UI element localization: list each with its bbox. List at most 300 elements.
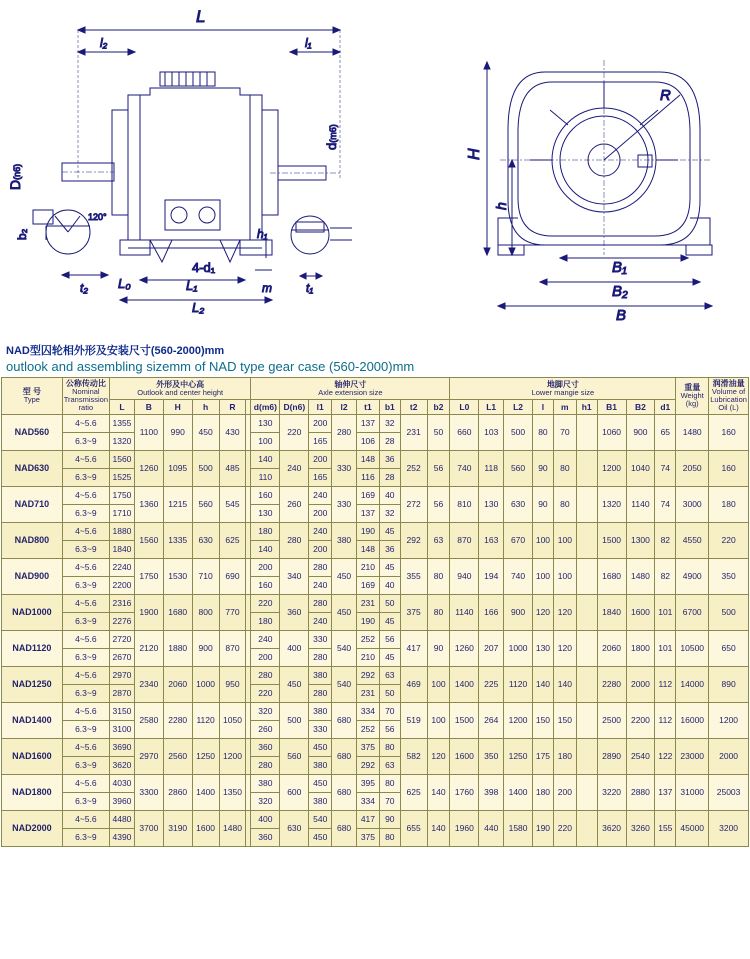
cell-h1 <box>576 811 597 847</box>
cell-L1: 166 <box>479 595 504 631</box>
cell-t1: 292 <box>356 667 379 685</box>
cell-ratio: 4~5.6 <box>62 523 109 541</box>
cell-oil: 350 <box>709 559 749 595</box>
cell-l: 80 <box>532 415 553 451</box>
cell-d: 200 <box>251 649 280 667</box>
cell-b2: 80 <box>427 559 450 595</box>
cell-b1: 56 <box>379 721 400 739</box>
cell-d1: 112 <box>655 703 676 739</box>
svg-text:d(m6): d(m6) <box>324 124 339 150</box>
cell-t1: 106 <box>356 433 379 451</box>
cell-B1: 3620 <box>597 811 626 847</box>
cell-m: 80 <box>553 487 576 523</box>
cell-l1: 450 <box>309 775 332 793</box>
cell-ratio: 6.3~9 <box>62 613 109 631</box>
cell-B2: 1300 <box>626 523 655 559</box>
cell-d: 160 <box>251 487 280 505</box>
cell-ratio: 6.3~9 <box>62 721 109 739</box>
cell-L0: 870 <box>450 523 479 559</box>
cell-b1: 32 <box>379 505 400 523</box>
cell-R: 625 <box>219 523 246 559</box>
cell-d: 260 <box>251 721 280 739</box>
cell-oil: 160 <box>709 415 749 451</box>
table-row <box>2 739 749 757</box>
cell-L: 2200 <box>110 577 135 595</box>
cell-weight: 45000 <box>676 811 709 847</box>
cell-ratio: 4~5.6 <box>62 595 109 613</box>
cell-B1: 1840 <box>597 595 626 631</box>
cell-L: 2670 <box>110 649 135 667</box>
cell-h: 800 <box>192 595 219 631</box>
subheader-L0: L0 <box>450 400 479 415</box>
cell-l1: 380 <box>309 667 332 685</box>
specifications-table <box>1 377 749 847</box>
cell-H: 2060 <box>163 667 192 703</box>
cell-type: NAD1400 <box>2 703 63 739</box>
cell-b1: 45 <box>379 559 400 577</box>
cell-m: 150 <box>553 703 576 739</box>
cell-h1 <box>576 487 597 523</box>
cell-t1: 334 <box>356 793 379 811</box>
cell-b1: 70 <box>379 793 400 811</box>
cell-ratio: 4~5.6 <box>62 415 109 433</box>
cell-b2: 90 <box>427 631 450 667</box>
svg-text:h₁: h₁ <box>257 227 268 241</box>
cell-t1: 252 <box>356 631 379 649</box>
cell-H: 1680 <box>163 595 192 631</box>
cell-b2: 80 <box>427 595 450 631</box>
cell-l1: 200 <box>309 505 332 523</box>
cell-L: 1750 <box>110 487 135 505</box>
subheader-d: d(m6) <box>251 400 280 415</box>
cell-h: 1120 <box>192 703 219 739</box>
cell-t2: 292 <box>400 523 427 559</box>
cell-m: 100 <box>553 523 576 559</box>
cell-type: NAD1120 <box>2 631 63 667</box>
cell-B2: 900 <box>626 415 655 451</box>
cell-l2: 680 <box>332 703 357 739</box>
cell-b1: 40 <box>379 577 400 595</box>
table-title-block <box>0 340 750 374</box>
table-row <box>2 523 749 541</box>
cell-ratio: 6.3~9 <box>62 433 109 451</box>
cell-t1: 231 <box>356 685 379 703</box>
cell-d: 360 <box>251 829 280 847</box>
cell-l1: 380 <box>309 793 332 811</box>
cell-l1: 280 <box>309 559 332 577</box>
svg-text:D(n6): D(n6) <box>7 163 23 190</box>
cell-m: 100 <box>553 559 576 595</box>
header-row-2 <box>2 400 749 415</box>
cell-weight: 31000 <box>676 775 709 811</box>
cell-h1 <box>576 739 597 775</box>
cell-b1: 63 <box>379 667 400 685</box>
cell-d1: 137 <box>655 775 676 811</box>
cell-L1: 118 <box>479 451 504 487</box>
cell-L: 1320 <box>110 433 135 451</box>
cell-d: 110 <box>251 469 280 487</box>
cell-l2: 540 <box>332 631 357 667</box>
cell-weight: 2050 <box>676 451 709 487</box>
cell-t1: 169 <box>356 487 379 505</box>
subheader-L1: L1 <box>479 400 504 415</box>
cell-L0: 1400 <box>450 667 479 703</box>
cell-ratio: 6.3~9 <box>62 505 109 523</box>
cell-b1: 32 <box>379 415 400 433</box>
cell-t2: 625 <box>400 775 427 811</box>
cell-B: 2970 <box>134 739 163 775</box>
cell-t1: 252 <box>356 721 379 739</box>
cell-L0: 740 <box>450 451 479 487</box>
cell-b1: 45 <box>379 613 400 631</box>
cell-ratio: 6.3~9 <box>62 829 109 847</box>
cell-h: 710 <box>192 559 219 595</box>
table-row <box>2 631 749 649</box>
cell-L2: 740 <box>504 559 533 595</box>
cell-d1: 74 <box>655 487 676 523</box>
svg-text:H: H <box>466 148 483 160</box>
cell-type: NAD2000 <box>2 811 63 847</box>
cell-d: 130 <box>251 415 280 433</box>
cell-B2: 1140 <box>626 487 655 523</box>
subheader-L: L <box>110 400 135 415</box>
cell-m: 120 <box>553 595 576 631</box>
cell-B: 1750 <box>134 559 163 595</box>
cell-t1: 137 <box>356 505 379 523</box>
cell-type: NAD800 <box>2 523 63 559</box>
cell-H: 1530 <box>163 559 192 595</box>
cell-L: 3100 <box>110 721 135 739</box>
cell-b2: 100 <box>427 703 450 739</box>
cell-l2: 380 <box>332 523 357 559</box>
cell-B1: 2280 <box>597 667 626 703</box>
cell-B1: 1500 <box>597 523 626 559</box>
cell-h: 1400 <box>192 775 219 811</box>
svg-text:t₂: t₂ <box>80 281 88 295</box>
cell-l2: 450 <box>332 595 357 631</box>
svg-text:120°: 120° <box>88 212 107 222</box>
cell-B: 1100 <box>134 415 163 451</box>
cell-d1: 82 <box>655 559 676 595</box>
cell-t1: 210 <box>356 559 379 577</box>
cell-L0: 940 <box>450 559 479 595</box>
cell-L2: 500 <box>504 415 533 451</box>
cell-t1: 334 <box>356 703 379 721</box>
cell-l2: 680 <box>332 811 357 847</box>
cell-b1: 45 <box>379 649 400 667</box>
svg-text:B₁: B₁ <box>612 259 627 276</box>
cell-L2: 1200 <box>504 703 533 739</box>
cell-B1: 2890 <box>597 739 626 775</box>
cell-B: 1900 <box>134 595 163 631</box>
cell-d1: 65 <box>655 415 676 451</box>
cell-ratio: 4~5.6 <box>62 559 109 577</box>
cell-D: 360 <box>280 595 309 631</box>
cell-l1: 165 <box>309 433 332 451</box>
drawing-svg <box>0 0 750 340</box>
svg-text:L₀: L₀ <box>118 276 131 291</box>
svg-text:4-d₁: 4-d₁ <box>192 260 216 275</box>
cell-m: 180 <box>553 739 576 775</box>
svg-text:m: m <box>262 281 272 295</box>
cell-L: 4480 <box>110 811 135 829</box>
cell-H: 2280 <box>163 703 192 739</box>
cell-type: NAD710 <box>2 487 63 523</box>
cell-b1: 40 <box>379 487 400 505</box>
cell-b1: 28 <box>379 433 400 451</box>
cell-L0: 1960 <box>450 811 479 847</box>
cell-l2: 680 <box>332 775 357 811</box>
cell-d: 160 <box>251 577 280 595</box>
subheader-l1: l1 <box>309 400 332 415</box>
subheader-h: h <box>192 400 219 415</box>
cell-d: 320 <box>251 703 280 721</box>
cell-l1: 240 <box>309 523 332 541</box>
cell-l2: 330 <box>332 487 357 523</box>
cell-t1: 116 <box>356 469 379 487</box>
cell-D: 240 <box>280 451 309 487</box>
cell-B2: 1800 <box>626 631 655 667</box>
subheader-m: m <box>553 400 576 415</box>
cell-l: 190 <box>532 811 553 847</box>
cell-l1: 450 <box>309 829 332 847</box>
cell-L: 2276 <box>110 613 135 631</box>
cell-l1: 200 <box>309 541 332 559</box>
cell-H: 2560 <box>163 739 192 775</box>
cell-l1: 165 <box>309 469 332 487</box>
cell-B: 2580 <box>134 703 163 739</box>
cell-L1: 103 <box>479 415 504 451</box>
cell-L0: 1500 <box>450 703 479 739</box>
cell-L: 2240 <box>110 559 135 577</box>
header-oil: 润滑油量 Volume of Lubrication Oil (L) <box>709 378 749 415</box>
cell-m: 140 <box>553 667 576 703</box>
cell-d: 180 <box>251 613 280 631</box>
cell-L2: 630 <box>504 487 533 523</box>
cell-L1: 225 <box>479 667 504 703</box>
cell-h: 1000 <box>192 667 219 703</box>
cell-h1 <box>576 775 597 811</box>
svg-text:L: L <box>196 7 206 26</box>
cell-type: NAD1600 <box>2 739 63 775</box>
cell-B2: 1040 <box>626 451 655 487</box>
cell-b1: 36 <box>379 451 400 469</box>
header-outlook: 外形及中心高 Outlook and center height <box>110 378 251 400</box>
cell-ratio: 4~5.6 <box>62 487 109 505</box>
cell-B2: 2200 <box>626 703 655 739</box>
cell-ratio: 6.3~9 <box>62 469 109 487</box>
cell-R: 690 <box>219 559 246 595</box>
cell-L: 1880 <box>110 523 135 541</box>
cell-h: 630 <box>192 523 219 559</box>
cell-ratio: 4~5.6 <box>62 739 109 757</box>
cell-L: 2970 <box>110 667 135 685</box>
cell-h1 <box>576 667 597 703</box>
table-row <box>2 451 749 469</box>
subheader-B: B <box>134 400 163 415</box>
cell-L: 3690 <box>110 739 135 757</box>
cell-B2: 1600 <box>626 595 655 631</box>
cell-R: 770 <box>219 595 246 631</box>
subheader-h1: h1 <box>576 400 597 415</box>
subheader-H: H <box>163 400 192 415</box>
cell-L: 1355 <box>110 415 135 433</box>
cell-l: 90 <box>532 487 553 523</box>
header-weight: 重量 Weight (kg) <box>676 378 709 415</box>
cell-d: 380 <box>251 775 280 793</box>
cell-b2: 56 <box>427 487 450 523</box>
cell-L0: 810 <box>450 487 479 523</box>
cell-weight: 4900 <box>676 559 709 595</box>
cell-m: 220 <box>553 811 576 847</box>
cell-d: 220 <box>251 685 280 703</box>
cell-R: 1050 <box>219 703 246 739</box>
cell-H: 990 <box>163 415 192 451</box>
table-row <box>2 667 749 685</box>
cell-D: 630 <box>280 811 309 847</box>
cell-oil: 160 <box>709 451 749 487</box>
cell-L1: 350 <box>479 739 504 775</box>
cell-t1: 375 <box>356 829 379 847</box>
cell-d: 240 <box>251 631 280 649</box>
cell-R: 545 <box>219 487 246 523</box>
cell-ratio: 6.3~9 <box>62 757 109 775</box>
cell-ratio: 4~5.6 <box>62 703 109 721</box>
cell-H: 1335 <box>163 523 192 559</box>
cell-L2: 1250 <box>504 739 533 775</box>
svg-text:t₁: t₁ <box>306 281 314 295</box>
svg-text:b₂: b₂ <box>15 228 29 240</box>
cell-L1: 163 <box>479 523 504 559</box>
cell-B1: 2060 <box>597 631 626 667</box>
cell-l1: 380 <box>309 703 332 721</box>
cell-R: 950 <box>219 667 246 703</box>
cell-oil: 220 <box>709 523 749 559</box>
cell-B1: 1200 <box>597 451 626 487</box>
cell-d: 220 <box>251 595 280 613</box>
cell-d: 360 <box>251 739 280 757</box>
cell-h: 1600 <box>192 811 219 847</box>
cell-t1: 417 <box>356 811 379 829</box>
cell-t1: 137 <box>356 415 379 433</box>
cell-t1: 231 <box>356 595 379 613</box>
cell-t1: 375 <box>356 739 379 757</box>
cell-L0: 1140 <box>450 595 479 631</box>
cell-l: 120 <box>532 595 553 631</box>
svg-text:B: B <box>616 307 627 324</box>
cell-H: 3190 <box>163 811 192 847</box>
table-row <box>2 775 749 793</box>
table-row <box>2 595 749 613</box>
cell-l1: 450 <box>309 739 332 757</box>
cell-H: 2860 <box>163 775 192 811</box>
cell-d: 200 <box>251 559 280 577</box>
cell-b1: 45 <box>379 523 400 541</box>
cell-type: NAD1250 <box>2 667 63 703</box>
cell-ratio: 6.3~9 <box>62 793 109 811</box>
cell-L: 3620 <box>110 757 135 775</box>
cell-h: 900 <box>192 631 219 667</box>
subheader-t1: t1 <box>356 400 379 415</box>
cell-L0: 660 <box>450 415 479 451</box>
cell-d1: 101 <box>655 595 676 631</box>
cell-L: 4390 <box>110 829 135 847</box>
cell-H: 1215 <box>163 487 192 523</box>
cell-l2: 450 <box>332 559 357 595</box>
cell-d1: 74 <box>655 451 676 487</box>
cell-weight: 16000 <box>676 703 709 739</box>
cell-ratio: 4~5.6 <box>62 631 109 649</box>
cell-d: 140 <box>251 541 280 559</box>
cell-L2: 1000 <box>504 631 533 667</box>
cell-L: 1840 <box>110 541 135 559</box>
cell-b1: 80 <box>379 829 400 847</box>
cell-R: 430 <box>219 415 246 451</box>
cell-t1: 210 <box>356 649 379 667</box>
cell-t1: 190 <box>356 523 379 541</box>
cell-L: 3150 <box>110 703 135 721</box>
cell-L0: 1600 <box>450 739 479 775</box>
svg-text:h: h <box>493 202 509 210</box>
cell-b1: 36 <box>379 541 400 559</box>
cell-b2: 120 <box>427 739 450 775</box>
cell-weight: 10500 <box>676 631 709 667</box>
cell-B: 3700 <box>134 811 163 847</box>
cell-l: 130 <box>532 631 553 667</box>
cell-D: 280 <box>280 523 309 559</box>
cell-l1: 330 <box>309 631 332 649</box>
technical-drawing <box>0 0 750 340</box>
cell-L2: 1580 <box>504 811 533 847</box>
cell-t2: 655 <box>400 811 427 847</box>
cell-L1: 264 <box>479 703 504 739</box>
cell-H: 1880 <box>163 631 192 667</box>
cell-R: 870 <box>219 631 246 667</box>
cell-l2: 280 <box>332 415 357 451</box>
cell-l: 100 <box>532 559 553 595</box>
cell-l1: 240 <box>309 487 332 505</box>
cell-ratio: 4~5.6 <box>62 451 109 469</box>
table-row <box>2 559 749 577</box>
cell-L2: 1120 <box>504 667 533 703</box>
cell-l1: 380 <box>309 757 332 775</box>
cell-b1: 50 <box>379 685 400 703</box>
svg-text:l₂: l₂ <box>100 36 108 50</box>
cell-l: 175 <box>532 739 553 775</box>
cell-L1: 194 <box>479 559 504 595</box>
cell-L: 4030 <box>110 775 135 793</box>
cell-L: 1525 <box>110 469 135 487</box>
cell-d1: 112 <box>655 667 676 703</box>
cell-D: 560 <box>280 739 309 775</box>
cell-t2: 231 <box>400 415 427 451</box>
cell-l1: 280 <box>309 595 332 613</box>
cell-B1: 1680 <box>597 559 626 595</box>
cell-l: 90 <box>532 451 553 487</box>
cell-b1: 80 <box>379 739 400 757</box>
cell-t2: 375 <box>400 595 427 631</box>
cell-L: 3960 <box>110 793 135 811</box>
subheader-R: R <box>219 400 246 415</box>
cell-l1: 540 <box>309 811 332 829</box>
cell-ratio: 4~5.6 <box>62 667 109 685</box>
cell-ratio: 4~5.6 <box>62 775 109 793</box>
cell-l: 140 <box>532 667 553 703</box>
cell-D: 500 <box>280 703 309 739</box>
cell-t2: 252 <box>400 451 427 487</box>
cell-L2: 1400 <box>504 775 533 811</box>
cell-d: 180 <box>251 523 280 541</box>
